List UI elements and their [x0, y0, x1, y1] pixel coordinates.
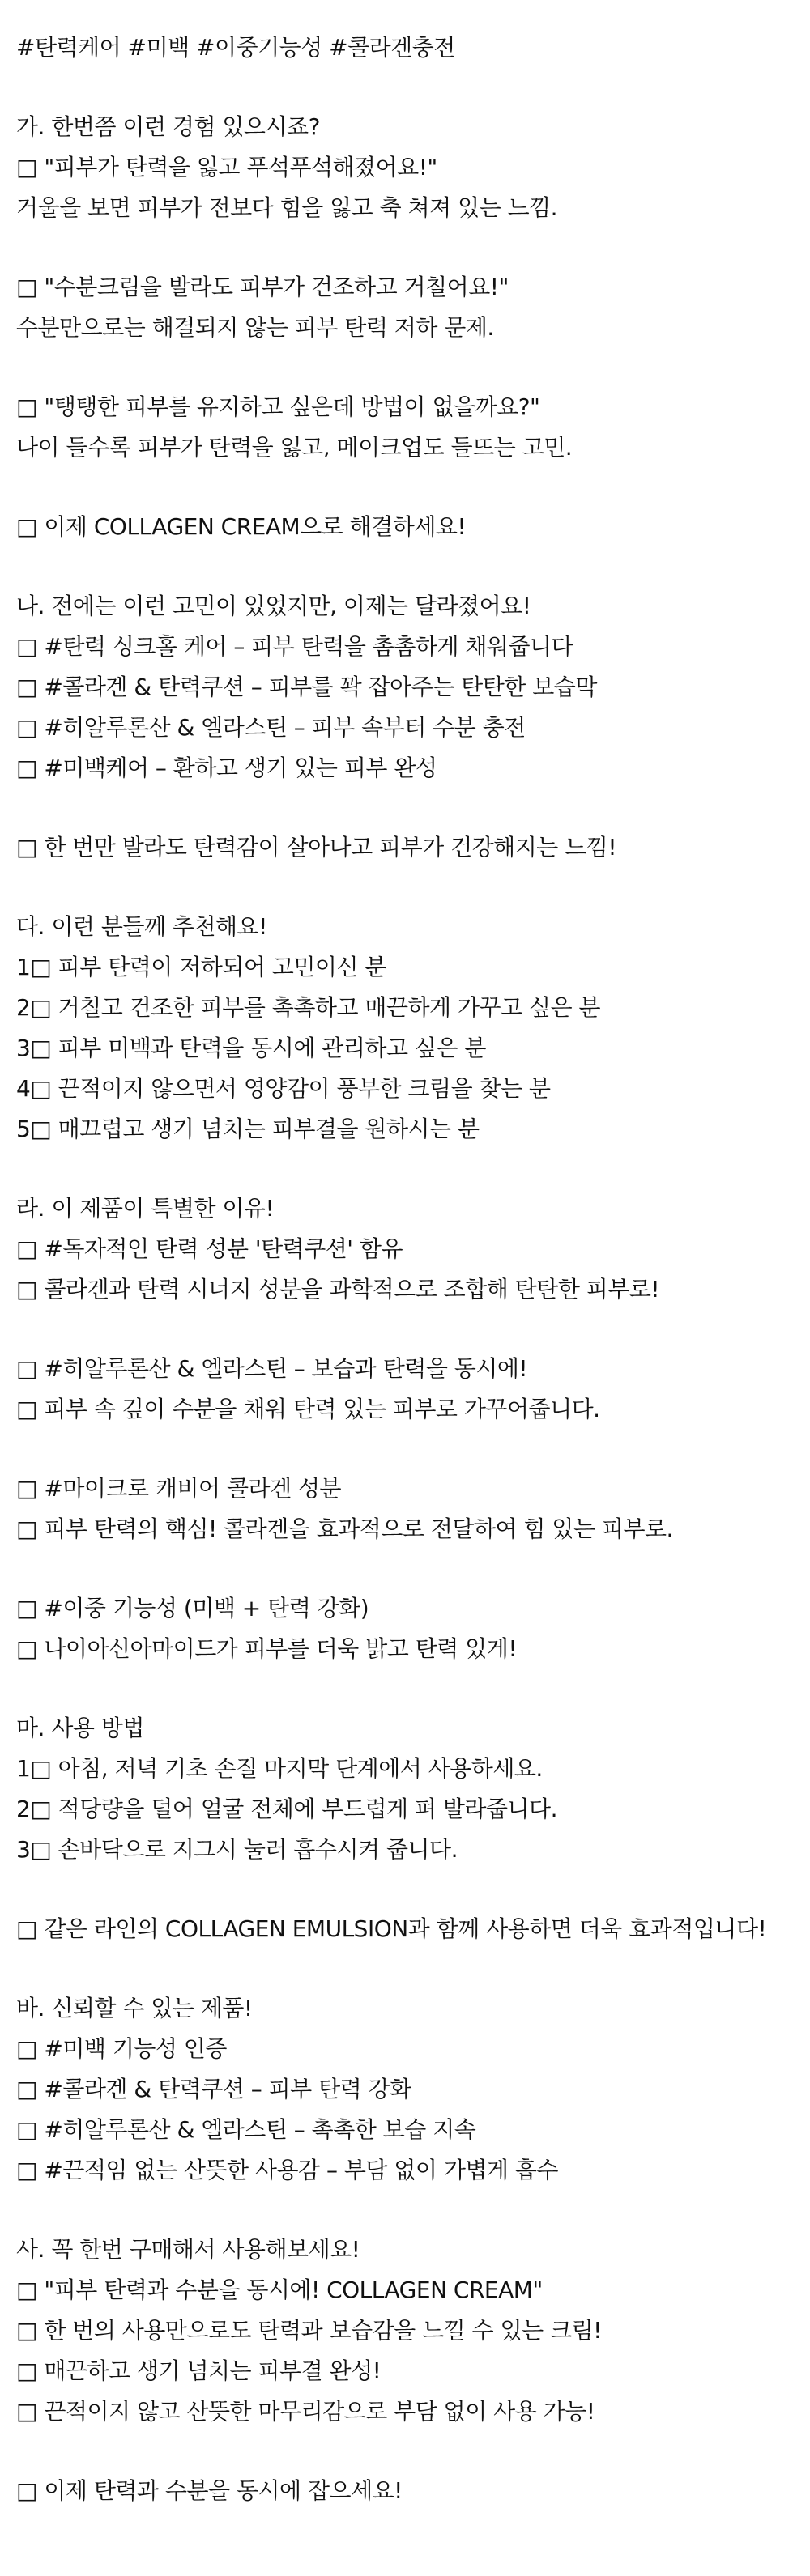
section-heading-sa: 사. 꼭 한번 구매해서 사용해보세요! [16, 2236, 360, 2263]
numbered-item: 3□ 손바닥으로 지그시 눌러 흡수시켜 줍니다. [16, 1836, 458, 1863]
numbered-item: 2□ 적당량을 덜어 얼굴 전체에 부드럽게 펴 발라줍니다. [16, 1796, 557, 1822]
numbered-item: 4□ 끈적이지 않으면서 영양감이 풍부한 크림을 찾는 분 [16, 1075, 551, 1102]
paragraph-line: 수분만으로는 해결되지 않는 피부 탄력 저하 문제. [16, 314, 494, 341]
list-item: □ 한 번만 발라도 탄력감이 살아나고 피부가 건강해지는 느낌! [16, 834, 617, 861]
section-heading-ga: 가. 한번쯤 이런 경험 있으시죠? [16, 113, 320, 140]
list-item: □ #히알루론산 & 엘라스틴 – 촉촉한 보습 지속 [16, 2116, 476, 2143]
list-item: □ "피부 탄력과 수분을 동시에! COLLAGEN CREAM" [16, 2276, 543, 2303]
paragraph-line: 나이 들수록 피부가 탄력을 잃고, 메이크업도 들뜨는 고민. [16, 434, 573, 461]
list-item: □ #탄력 싱크홀 케어 – 피부 탄력을 촘촘하게 채워줍니다 [16, 633, 573, 660]
list-item: □ 콜라겐과 탄력 시너지 성분을 과학적으로 조합해 탄탄한 피부로! [16, 1276, 660, 1303]
list-item: □ 나이아신아마이드가 피부를 더욱 밝고 탄력 있게! [16, 1635, 518, 1662]
list-item: □ #미백 기능성 인증 [16, 2035, 227, 2062]
list-item: □ "피부가 탄력을 잃고 푸석푸석해졌어요!" [16, 154, 437, 181]
list-item: □ 피부 탄력의 핵심! 콜라겐을 효과적으로 전달하여 힘 있는 피부로. [16, 1515, 673, 1542]
section-heading-da: 다. 이런 분들께 추천해요! [16, 913, 267, 940]
section-heading-ba: 바. 신뢰할 수 있는 제품! [16, 1995, 253, 2021]
list-item: □ #독자적인 탄력 성분 '탄력쿠션' 함유 [16, 1235, 403, 1262]
list-item: □ 매끈하고 생기 넘치는 피부결 완성! [16, 2357, 382, 2384]
section-heading-ma: 마. 사용 방법 [16, 1715, 144, 1741]
numbered-item: 2□ 거칠고 건조한 피부를 촉촉하고 매끈하게 가꾸고 싶은 분 [16, 994, 601, 1021]
list-item: □ #마이크로 캐비어 콜라겐 성분 [16, 1475, 342, 1502]
closing-line: □ 이제 탄력과 수분을 동시에 잡으세요! [16, 2477, 403, 2504]
section-heading-na: 나. 전에는 이런 고민이 있었지만, 이제는 달라졌어요! [16, 593, 531, 619]
numbered-item: 1□ 아침, 저녁 기초 손질 마지막 단계에서 사용하세요. [16, 1755, 543, 1782]
hashtag-line: #탄력케어 #미백 #이중기능성 #콜라겐충전 [16, 34, 455, 61]
paragraph-line: 거울을 보면 피부가 전보다 힘을 잃고 축 쳐져 있는 느낌. [16, 194, 558, 221]
list-item: □ #미백케어 – 환하고 생기 있는 피부 완성 [16, 755, 437, 781]
list-item: □ #끈적임 없는 산뜻한 사용감 – 부담 없이 가볍게 흡수 [16, 2157, 558, 2183]
numbered-item: 3□ 피부 미백과 탄력을 동시에 관리하고 싶은 분 [16, 1035, 486, 1061]
list-item: □ #콜라겐 & 탄력쿠션 – 피부 탄력 강화 [16, 2076, 411, 2102]
list-item: □ #히알루론산 & 엘라스틴 – 피부 속부터 수분 충전 [16, 714, 526, 741]
list-item: □ #히알루론산 & 엘라스틴 – 보습과 탄력을 동시에! [16, 1355, 528, 1382]
list-item: □ 이제 COLLAGEN CREAM으로 해결하세요! [16, 513, 467, 540]
list-item: □ #콜라겐 & 탄력쿠션 – 피부를 꽉 잡아주는 탄탄한 보습막 [16, 674, 597, 700]
list-item: □ 끈적이지 않고 산뜻한 마무리감으로 부담 없이 사용 가능! [16, 2398, 595, 2425]
list-item: □ #이중 기능성 (미백 + 탄력 강화) [16, 1595, 369, 1622]
numbered-item: 1□ 피부 탄력이 저하되어 고민이신 분 [16, 954, 386, 980]
list-item: □ "탱탱한 피부를 유지하고 싶은데 방법이 없을까요?" [16, 393, 540, 420]
list-item: □ 같은 라인의 COLLAGEN EMULSION과 함께 사용하면 더욱 효과적입니다! [16, 1915, 767, 1942]
list-item: □ 한 번의 사용만으로도 탄력과 보습감을 느낄 수 있는 크림! [16, 2317, 602, 2344]
numbered-item: 5□ 매끄럽고 생기 넘치는 피부결을 원하시는 분 [16, 1116, 480, 1142]
list-item: □ 피부 속 깊이 수분을 채워 탄력 있는 피부로 가꾸어줍니다. [16, 1396, 600, 1422]
list-item: □ "수분크림을 발라도 피부가 건조하고 거칠어요!" [16, 274, 509, 300]
section-heading-ra: 라. 이 제품이 특별한 이유! [16, 1195, 275, 1222]
